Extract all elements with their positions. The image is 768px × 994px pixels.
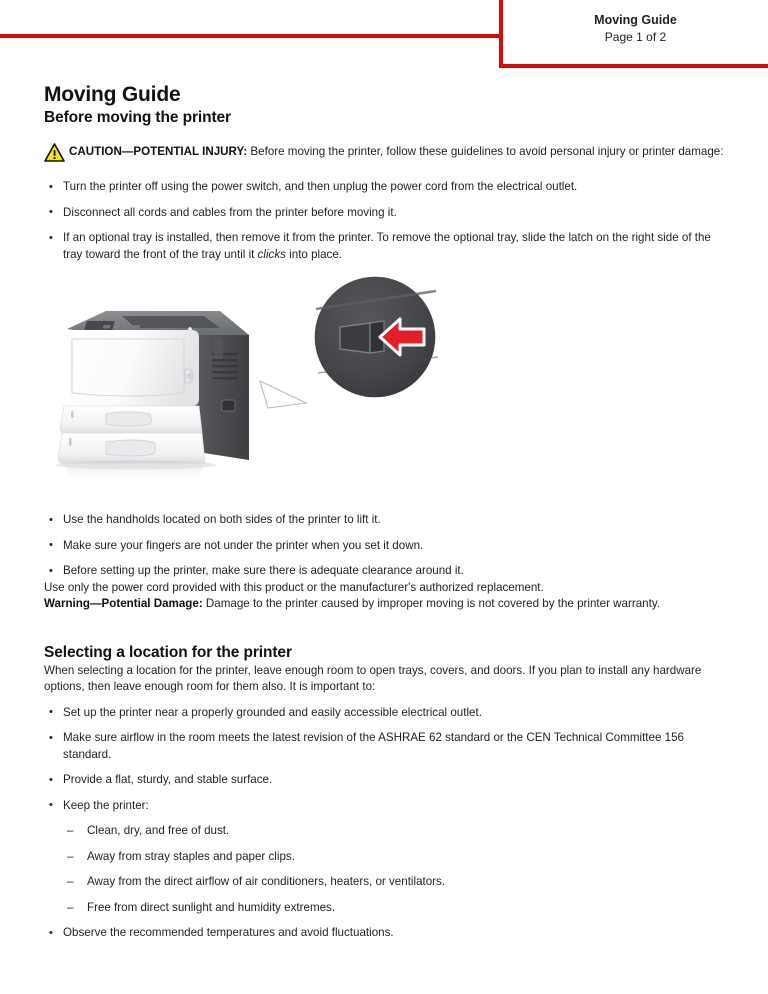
caution-text (69, 145, 723, 158)
selecting-location-intro: When selecting a location for the printer, leave enough room to open trays, covers, and doors. If you plan to install any hardware options, then leave enough room for them also. It is important to: (44, 663, 702, 693)
section-heading-selecting-location: Selecting a location for the printer (44, 643, 292, 661)
sub-list-item: – Clean, dry, and free of dust. (63, 823, 728, 840)
printer-figure-svg (44, 275, 728, 503)
sub-list-item: – Away from stray staples and paper clips. (63, 849, 728, 866)
keep-printer-label: Keep the printer: (63, 798, 149, 812)
caution-body: Before moving the printer, follow these guidelines to avoid personal injury or printer damage: (247, 145, 724, 158)
list-item: • Provide a flat, sturdy, and stable surface. (44, 772, 728, 789)
list-item: • Observe the recommended temperatures and avoid fluctuations. (44, 925, 728, 942)
tray-text-italic: clicks (257, 247, 286, 261)
list-item: • Make sure your fingers are not under the printer when you set it down. (44, 538, 728, 555)
list-item: • Make sure airflow in the room meets the latest revision of the ASHRAE 62 standard or the CEN Technical Committee 156 standard. (44, 730, 728, 763)
tray-text-part2: into place. (285, 247, 343, 261)
keep-printer-sublist (63, 823, 728, 916)
warning-label: Warning—Potential Damage: (44, 597, 203, 610)
list-item: • Disconnect all cords and cables from the printer before moving it. (44, 205, 728, 222)
caution-triangle-icon (44, 143, 65, 162)
list-item: • Use the handholds located on both sides of the printer to lift it. (44, 512, 728, 529)
tray-text-part1: If an optional tray is installed, then remove it from the printer. To remove the optional tray, slide the latch on the right side of the tray toward the front of the tray until it (63, 231, 711, 261)
page-title: Moving Guide (44, 83, 181, 106)
warning-body: Damage to the printer caused by improper moving is not covered by the printer warranty. (202, 597, 661, 610)
section-heading-before-moving: Before moving the printer (44, 109, 231, 126)
caution-notice (44, 142, 728, 170)
sub-list-item: – Free from direct sunlight and humidity extremes. (63, 900, 728, 917)
selecting-location-bullets (44, 705, 728, 942)
before-moving-bullets-bottom (44, 512, 728, 580)
document-body (44, 82, 728, 942)
before-moving-bullets-top (44, 179, 728, 263)
warning-notice (44, 596, 728, 613)
caution-label: CAUTION—POTENTIAL INJURY: (69, 145, 248, 158)
header-page-number: Page 1 of 2 (604, 30, 667, 44)
printer-tray-latch-illustration (44, 275, 728, 503)
list-item: • Set up the printer near a properly grounded and easily accessible electrical outlet. (44, 705, 728, 722)
list-item-keep-printer (44, 798, 728, 917)
header-red-rule (0, 34, 500, 38)
sub-list-item: – Away from the direct airflow of air conditioners, heaters, or ventilators. (63, 874, 728, 891)
list-item: • Before setting up the printer, make sure there is adequate clearance around it. (44, 563, 728, 580)
header-title-box (499, 0, 768, 68)
power-cord-note: Use only the power cord provided with this product or the manufacturer's authorized replacement. (44, 580, 544, 594)
list-item: • Turn the printer off using the power switch, and then unplug the power cord from the electrical outlet. (44, 179, 728, 196)
page-header (0, 0, 768, 70)
callout-circle (313, 275, 438, 399)
header-title: Moving Guide (594, 13, 677, 27)
list-item-tray-latch (44, 230, 728, 263)
